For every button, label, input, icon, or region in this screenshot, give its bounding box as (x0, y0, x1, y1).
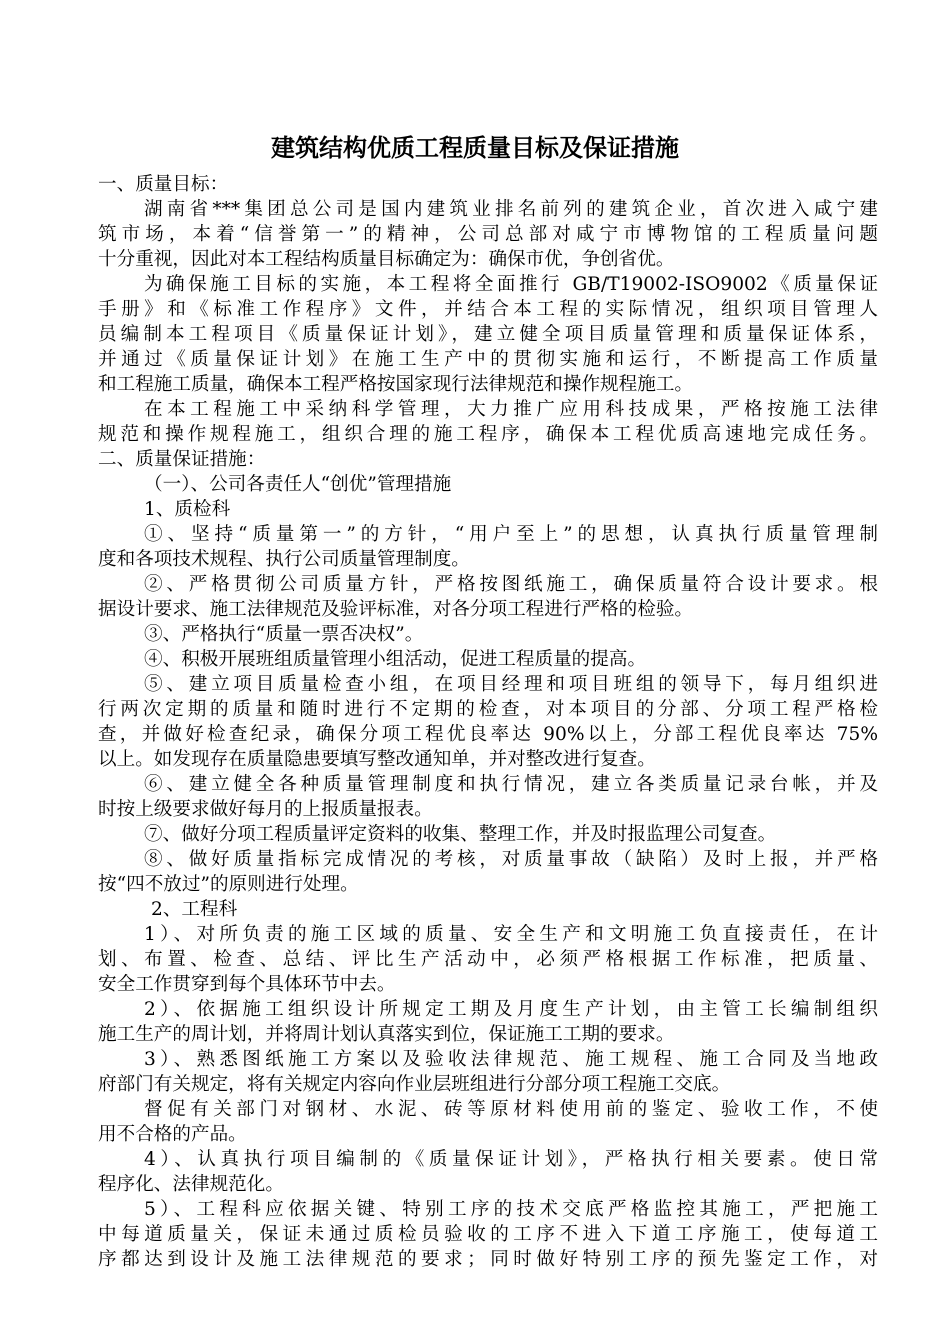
paragraph-line: ③、严格执行“质量一票否决权”。 (144, 624, 424, 645)
paragraph-line: 时按上级要求做好每月的上报质量报表。 (98, 799, 433, 820)
paragraph-line: 用不合格的产品。 (98, 1124, 247, 1145)
paragraph-line: ①、坚持“质量第一”的方针，“用户至上”的思想，认真执行质量管理制 (144, 524, 878, 545)
paragraph-line: 以上。如发现存在质量隐患要填写整改通知单，并对整改进行复查。 (98, 749, 656, 770)
paragraph-line: 5）、工程科应依据关键、特别工序的技术交底严格监控其施工，严把施工 (144, 1199, 878, 1220)
paragraph-line: 员编制本工程项目《质量保证计划》，建立健全项目质量管理和质量保证体系， (98, 324, 878, 345)
paragraph-line: 施工生产的周计划，并将周计划认真落实到位，保证施工工期的要求。 (98, 1024, 675, 1045)
subsection-heading-engineering-dept: 2、工程科 (151, 899, 238, 920)
paragraph-line: ⑦、做好分项工程质量评定资料的收集、整理工作，并及时报监理公司复查。 (144, 824, 777, 845)
paragraph-line: 程序化、法律规范化。 (98, 1174, 284, 1195)
paragraph-line: ②、严格贯彻公司质量方针，严格按图纸施工，确保质量符合设计要求。根 (144, 574, 878, 595)
paragraph-line: 督促有关部门对钢材、水泥、砖等原材料使用前的鉴定、验收工作，不使 (144, 1099, 878, 1120)
paragraph-line: 十分重视，因此对本工程结构质量目标确定为：确保市优，争创省优。 (98, 249, 675, 270)
paragraph-line: ⑤、建立项目质量检查小组，在项目经理和项目班组的领导下，每月组织进 (144, 674, 878, 695)
paragraph-line: ⑧、做好质量指标完成情况的考核，对质量事故（缺陷）及时上报，并严格 (144, 849, 878, 870)
paragraph-line: ④、积极开展班组质量管理小组活动，促进工程质量的提高。 (144, 649, 647, 670)
paragraph-line: 序都达到设计及施工法律规范的要求；同时做好特别工序的预先鉴定工作，对 (98, 1249, 878, 1270)
paragraph-line: 查，并做好检查纪录，确保分项工程优良率达 90%以上，分部工程优良率达 75% (98, 724, 878, 745)
paragraph-line: 据设计要求、施工法律规范及验评标准，对各分项工程进行严格的检验。 (98, 599, 694, 620)
paragraph-line: 中每道质量关，保证未通过质检员验收的工序不进入下道工序施工，使每道工 (98, 1224, 878, 1245)
paragraph-line: 并通过《质量保证计划》在施工生产中的贯彻实施和运行，不断提高工作质量 (98, 349, 878, 370)
paragraph-line: 为确保施工目标的实施，本工程将全面推行 GB/T19002-ISO9002《质量保证 (144, 274, 878, 295)
paragraph-line: 按“四不放过”的原则进行处理。 (98, 874, 359, 895)
paragraph-line: 府部门有关规定，将有关规定内容向作业层班组进行分部分项工程施工交底。 (98, 1074, 731, 1095)
paragraph-line: 规范和操作规程施工，组织合理的施工程序，确保本工程优质高速地完成任务。 (98, 424, 878, 445)
subsection-heading-qc-dept: 1、质检科 (144, 499, 231, 520)
paragraph-line: 在本工程施工中采纳科学管理，大力推广应用科技成果，严格按施工法律 (144, 399, 878, 420)
paragraph-line: 手册》和《标准工作程序》文件，并结合本工程的实际情况，组织项目管理人 (98, 299, 878, 320)
paragraph-line: 湖南省***集团总公司是国内建筑业排名前列的建筑企业，首次进入咸宁建 (144, 199, 878, 220)
section-heading-quality-goal: 一、质量目标： (98, 174, 229, 195)
paragraph-line: 3）、熟悉图纸施工方案以及验收法律规范、施工规程、施工合同及当地政 (144, 1049, 878, 1070)
section-heading-quality-measures: 二、质量保证措施： (98, 449, 266, 470)
paragraph-line: 行两次定期的质量和随时进行不定期的检查，对本项目的分部、分项工程严格检 (98, 699, 878, 720)
paragraph-line: 1）、对所负责的施工区域的质量、安全生产和文明施工负直接责任，在计 (144, 924, 878, 945)
paragraph-line: 4）、认真执行项目编制的《质量保证计划》，严格执行相关要素。使日常 (144, 1149, 878, 1170)
paragraph-line: 安全工作贯穿到每个具体环节中去。 (98, 974, 396, 995)
paragraph-line: 划、布置、检查、总结、评比生产活动中，必须严格根据工作标准，把质量、 (98, 949, 878, 970)
paragraph-line: 筑市场，本着“信誉第一”的精神，公司总部对咸宁市博物馆的工程质量问题 (98, 224, 878, 245)
paragraph-line: 2）、依据施工组织设计所规定工期及月度生产计划，由主管工长编制组织 (144, 999, 878, 1020)
subsection-heading: （一）、公司各责任人“创优”管理措施 (144, 474, 452, 495)
document-title: 建筑结构优质工程质量目标及保证措施 (271, 133, 679, 162)
paragraph-line: ⑥、建立健全各种质量管理制度和执行情况，建立各类质量记录台帐，并及 (144, 774, 878, 795)
paragraph-line: 和工程施工质量，确保本工程严格按国家现行法律规范和操作规程施工。 (98, 374, 694, 395)
paragraph-line: 度和各项技术规程、执行公司质量管理制度。 (98, 549, 470, 570)
